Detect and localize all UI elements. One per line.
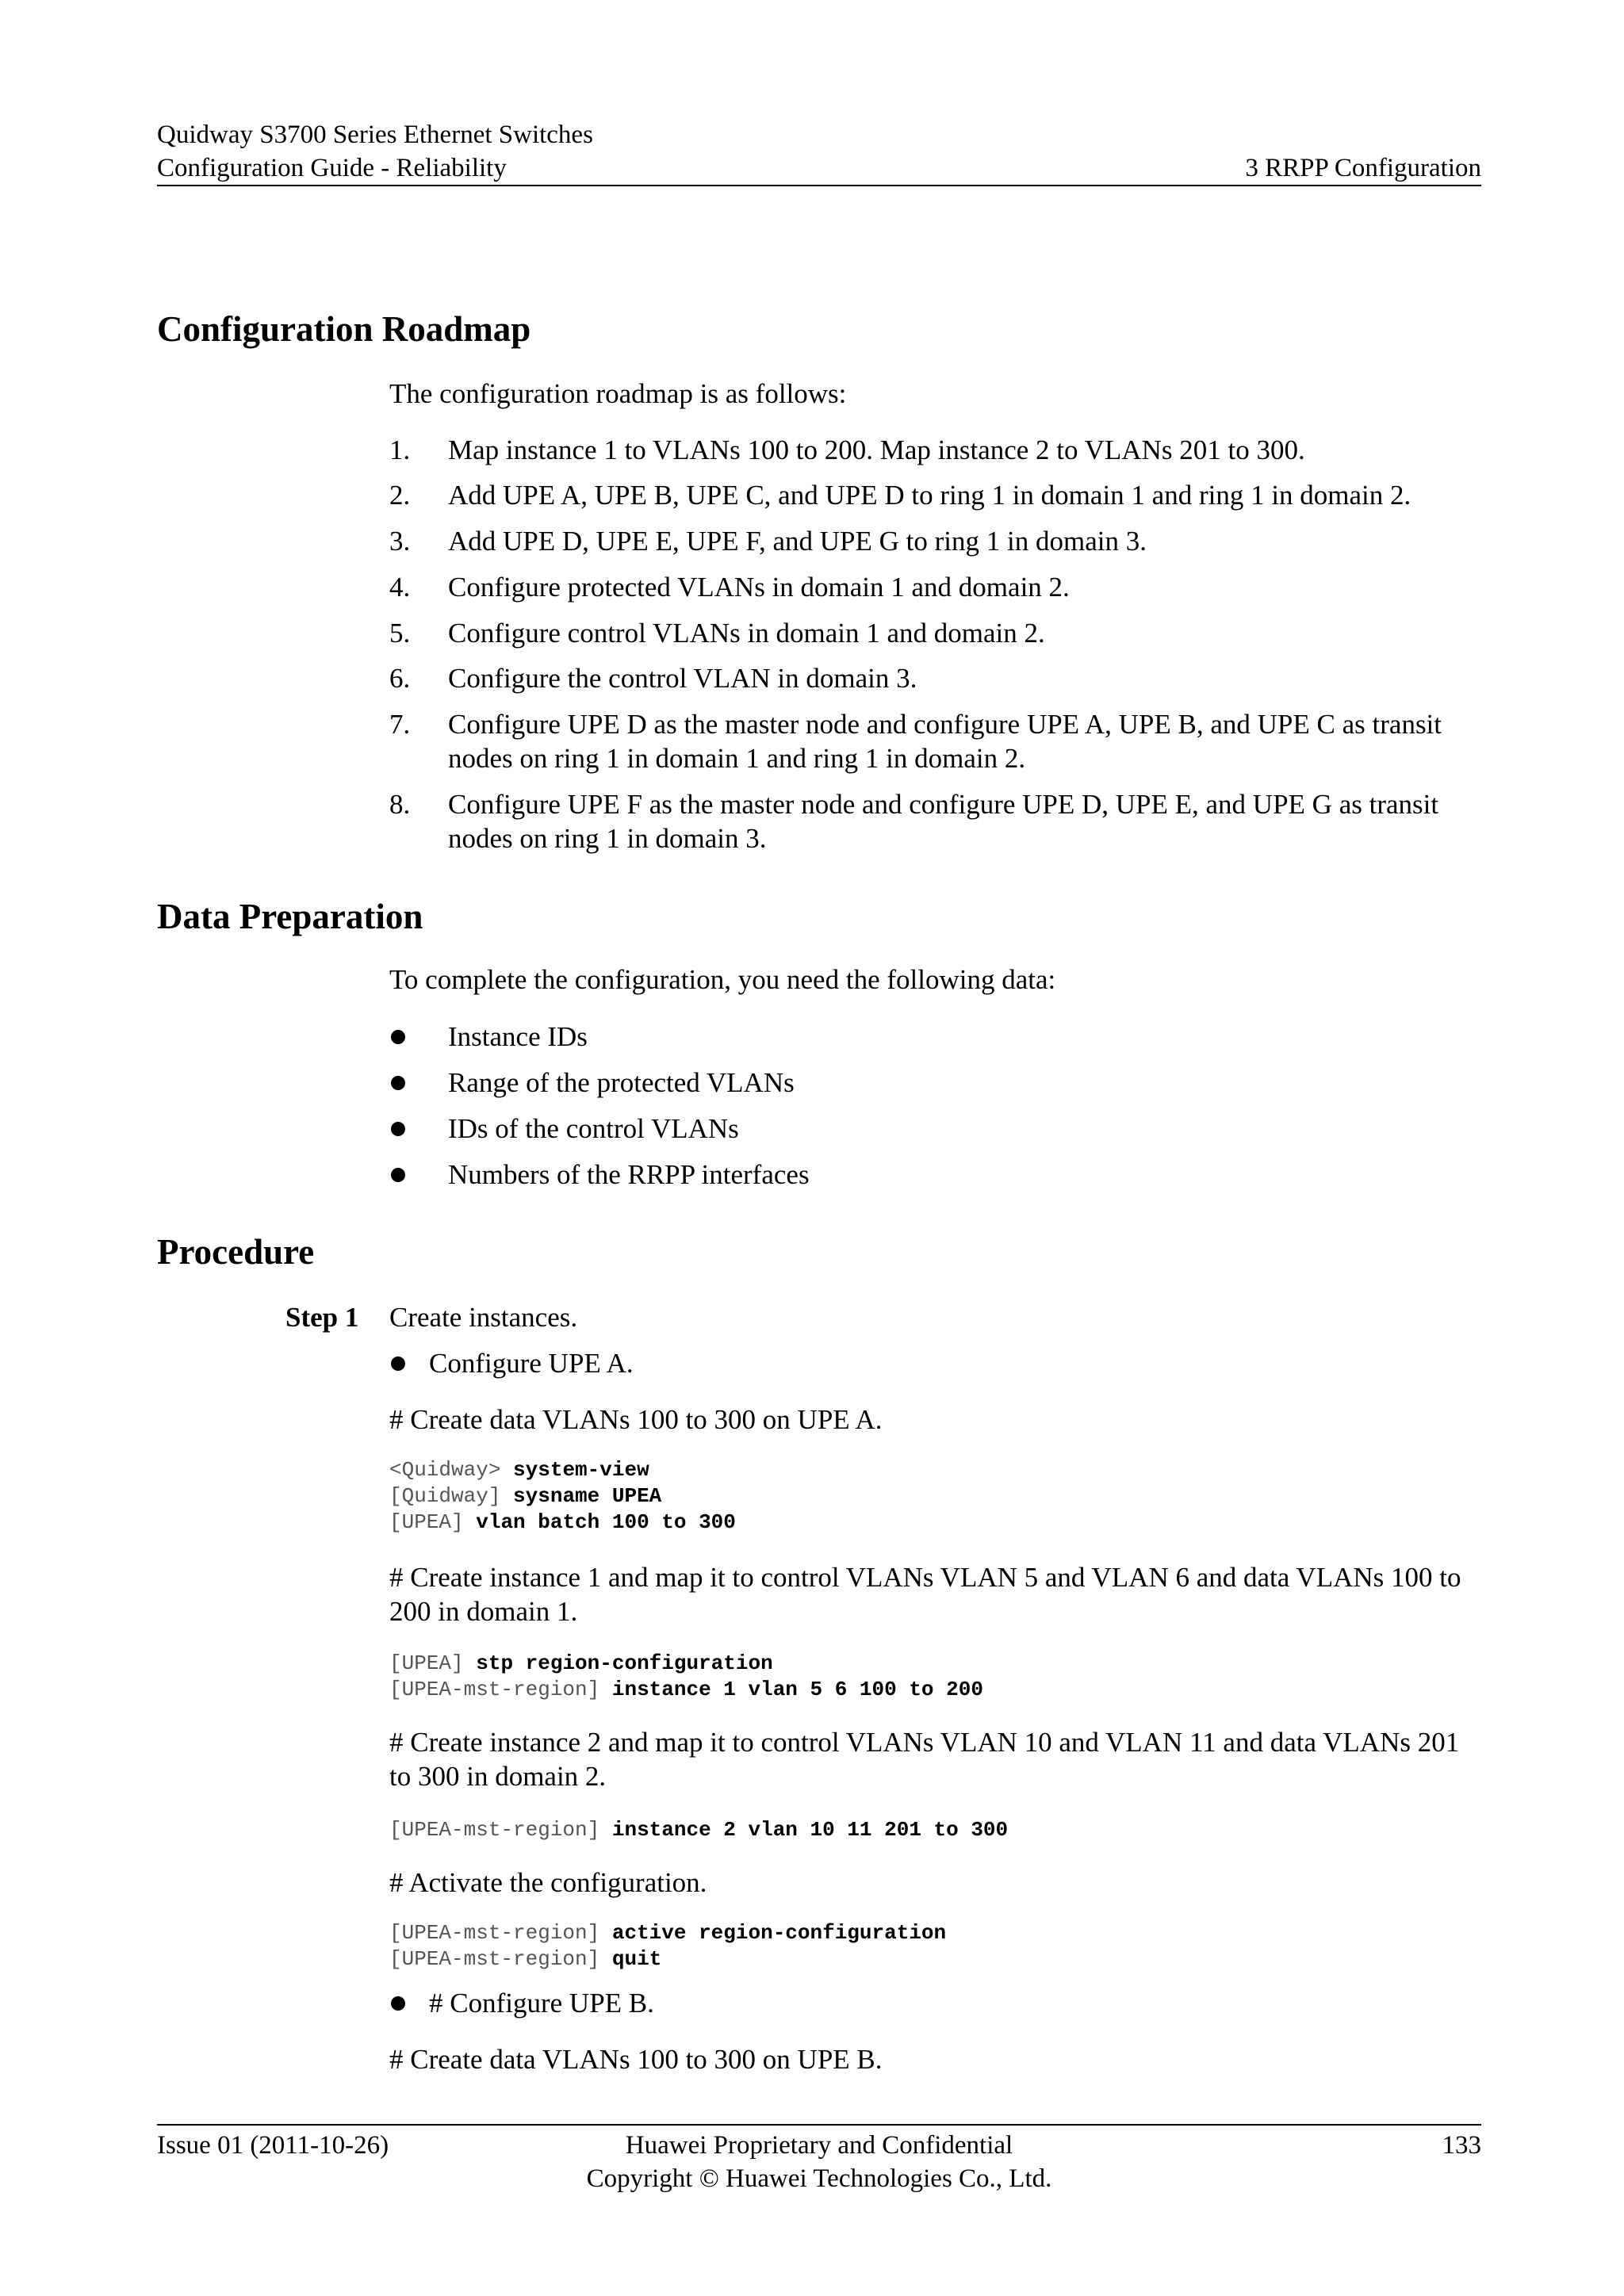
code-line: [UPEA] vlan batch 100 to 300 xyxy=(389,1510,736,1534)
code-line: [UPEA-mst-region] quit xyxy=(389,1947,662,1971)
list-item: Numbers of the RRPP interfaces xyxy=(389,1158,1484,1192)
code-line: <Quidway> system-view xyxy=(389,1458,649,1482)
note-text: # Create data VLANs 100 to 300 on UPE B. xyxy=(389,2044,883,2075)
header-product: Quidway S3700 Series Ethernet Switches xyxy=(157,121,593,149)
footer-page-number: 133 xyxy=(1442,2131,1481,2160)
footer-issue: Issue 01 (2011-10-26) xyxy=(157,2131,389,2160)
note-text: # Create data VLANs 100 to 300 on UPE A. xyxy=(389,1404,883,1435)
code-block xyxy=(389,1817,1008,1843)
list-item: 5. Configure control VLANs in domain 1 and domain 2. xyxy=(389,618,1045,649)
list-item: 2. Add UPE A, UPE B, UPE C, and UPE D to ring 1 in domain 1 and ring 1 in domain 2. xyxy=(389,480,1411,511)
section-title-roadmap: Configuration Roadmap xyxy=(157,309,531,349)
code-line: [UPEA-mst-region] instance 1 vlan 5 6 100 to 200 xyxy=(389,1678,983,1701)
header-divider xyxy=(157,185,1481,186)
code-block xyxy=(389,1651,983,1703)
bullet-dot xyxy=(391,1030,405,1044)
list-item: 1. Map instance 1 to VLANs 100 to 200. Map instance 2 to VLANs 201 to 300. xyxy=(389,434,1305,465)
data-prep-intro: To complete the configuration, you need the following data: xyxy=(389,964,1056,995)
note-text: # Create instance 1 and map it to control VLANs VLAN 5 and VLAN 6 and data VLANs 100 to 200 in domain 1. xyxy=(389,1562,1461,1627)
code-line: [UPEA] stp region-configuration xyxy=(389,1651,773,1675)
list-item: Configure UPE A. xyxy=(389,1346,1484,1380)
list-item: 8. Configure UPE F as the master node and configure UPE D, UPE E, and UPE G as transit nodes on ring 1 in domain 3. xyxy=(389,789,1439,854)
bullet-dot xyxy=(391,1168,405,1182)
code-block xyxy=(389,1457,736,1536)
list-item: IDs of the control VLANs xyxy=(389,1112,1484,1146)
bullet-dot xyxy=(391,1357,405,1371)
section-title-procedure: Procedure xyxy=(157,1232,315,1272)
header-chapter: 3 RRPP Configuration xyxy=(1245,154,1481,182)
bullet-dot xyxy=(391,1122,405,1136)
note-text: # Activate the configuration. xyxy=(389,1867,707,1898)
roadmap-intro: The configuration roadmap is as follows: xyxy=(389,378,847,409)
footer xyxy=(157,2129,1481,2193)
bullet-dot xyxy=(391,1996,405,2011)
code-block xyxy=(389,1920,946,1973)
list-item: 6. Configure the control VLAN in domain 3. xyxy=(389,663,917,694)
step-label: Step 1 xyxy=(285,1302,359,1333)
list-item: # Configure UPE B. xyxy=(389,1986,1484,2020)
bullet-dot xyxy=(391,1076,405,1090)
header-guide: Configuration Guide - Reliability xyxy=(157,154,507,182)
list-item: Instance IDs xyxy=(389,1020,1484,1054)
section-title-data-preparation: Data Preparation xyxy=(157,897,423,936)
step-text: Create instances. xyxy=(389,1302,578,1333)
note-text: # Create instance 2 and map it to control VLANs VLAN 10 and VLAN 11 and data VLANs 201 to 300 in domain 2. xyxy=(389,1727,1460,1792)
list-item: 3. Add UPE D, UPE E, UPE F, and UPE G to ring 1 in domain 3. xyxy=(389,526,1147,557)
list-item: 4. Configure protected VLANs in domain 1 and domain 2. xyxy=(389,572,1070,603)
code-line: [Quidway] sysname UPEA xyxy=(389,1484,662,1508)
footer-confidential: Huawei Proprietary and Confidential xyxy=(625,2131,1013,2160)
code-line: [UPEA-mst-region] instance 2 vlan 10 11 201 to 300 xyxy=(389,1818,1009,1842)
footer-divider xyxy=(157,2124,1481,2126)
list-item: 7. Configure UPE D as the master node and configure UPE A, UPE B, and UPE C as transit nodes on ring 1 in domain 1 and ring 1 in domain 2. xyxy=(389,709,1442,774)
code-line: [UPEA-mst-region] active region-configuration xyxy=(389,1921,947,1945)
footer-copyright: Copyright © Huawei Technologies Co., Ltd. xyxy=(586,2164,1052,2193)
header-line-2 xyxy=(157,152,1481,184)
list-item: Range of the protected VLANs xyxy=(389,1066,1484,1100)
